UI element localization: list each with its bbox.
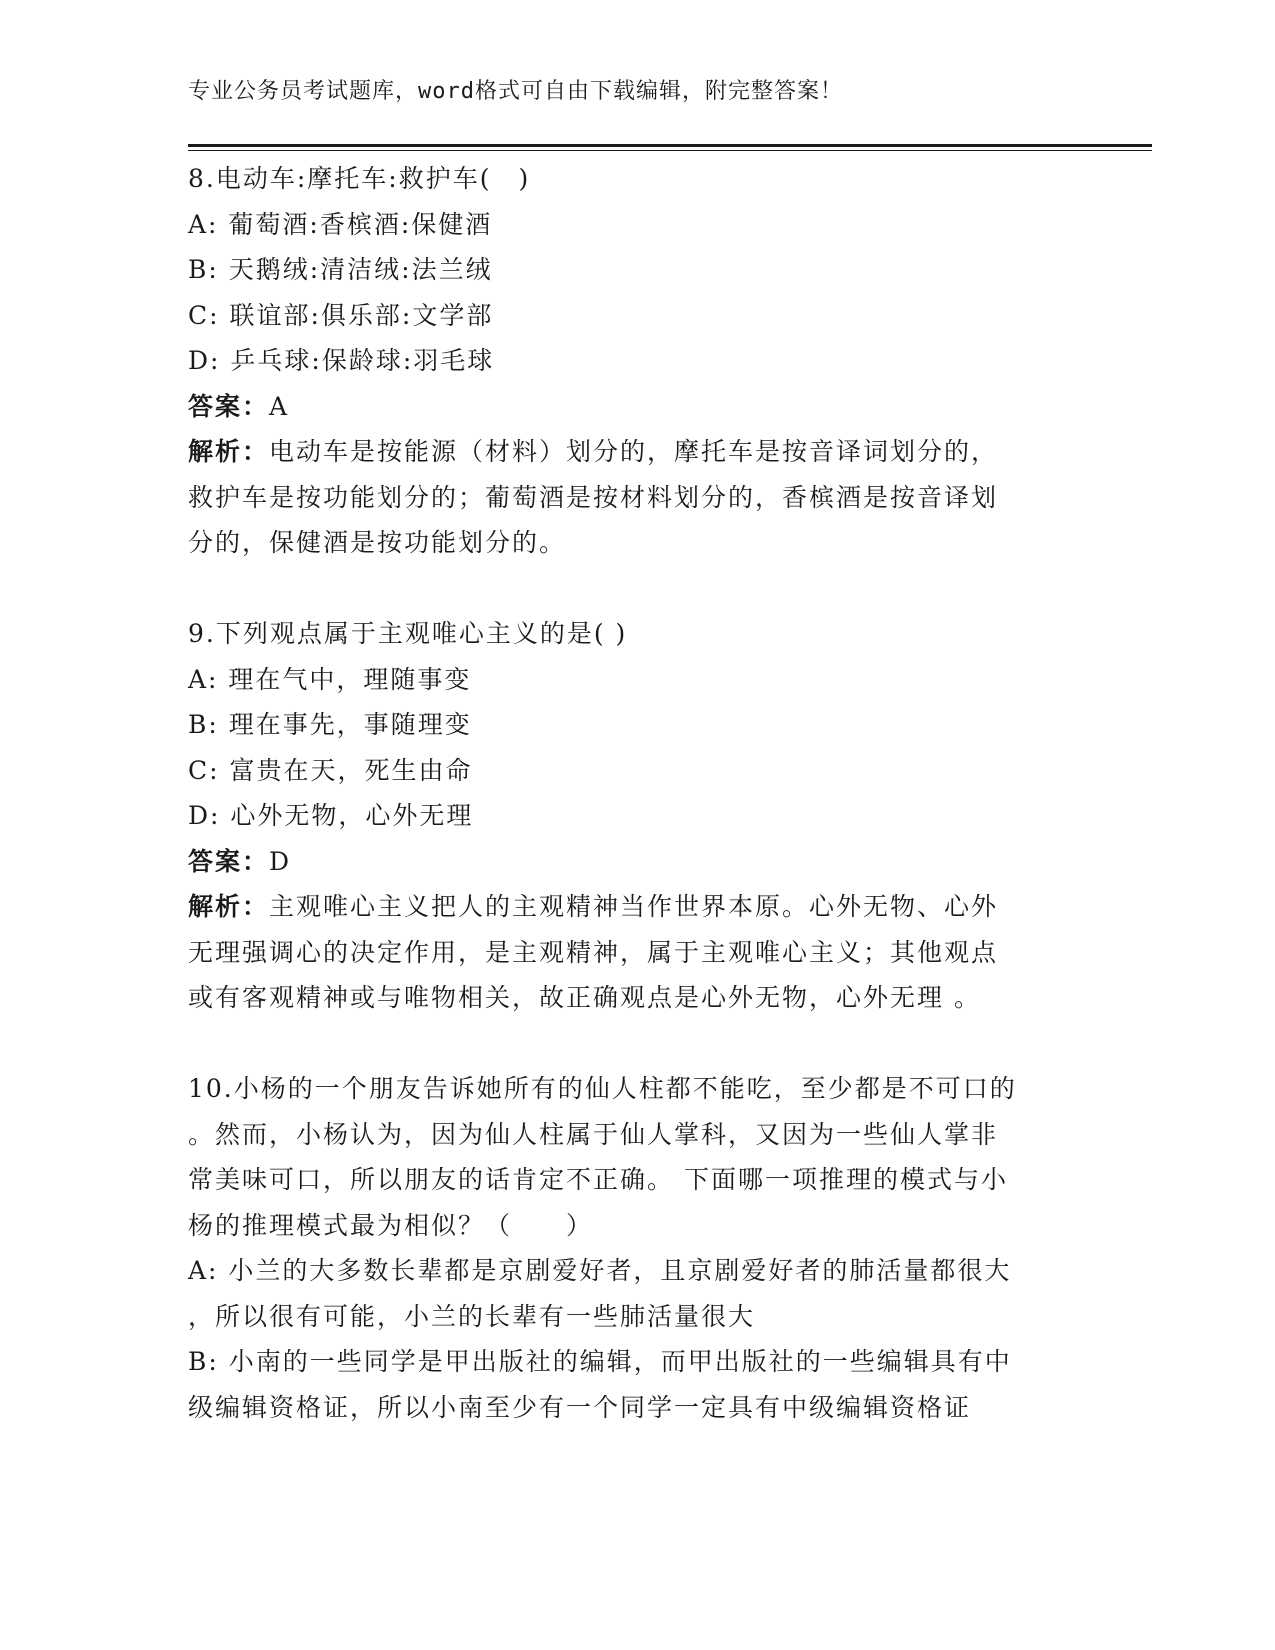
spacer	[188, 566, 1088, 612]
analysis-text: 电动车是按能源（材料）划分的，摩托车是按音译词划分的，	[269, 437, 999, 466]
question-stem: 10.小杨的一个朋友告诉她所有的仙人柱都不能吃，至少都是不可口的	[188, 1074, 1017, 1103]
answer-value: A	[269, 391, 290, 421]
option-c: C: 联谊部:俱乐部:文学部	[188, 300, 494, 330]
option-b: B: 小南的一些同学是甲出版社的编辑，而甲出版社的一些编辑具有中	[188, 1347, 1012, 1376]
question-content	[188, 156, 1088, 1430]
analysis-label: 解析：	[188, 437, 270, 466]
analysis-line: 或有客观精神或与唯物相关，故正确观点是心外无物，心外无理 。	[188, 983, 981, 1012]
analysis-line	[188, 429, 1088, 475]
answer-label: 答案：	[188, 391, 270, 421]
option-a: A: 葡萄酒:香槟酒:保健酒	[188, 209, 493, 239]
option-a: A: 理在气中，理随事变	[188, 664, 472, 694]
question-9	[188, 611, 1088, 1021]
option-b: B: 天鹅绒:清洁绒:法兰绒	[188, 255, 493, 284]
question-stem: 8.电动车:摩托车:救护车( )	[188, 164, 531, 193]
option-a: A: 小兰的大多数长辈都是京剧爱好者，且京剧爱好者的肺活量都很大	[188, 1256, 1012, 1285]
question-stem: 9.下列观点属于主观唯心主义的是( )	[188, 619, 628, 648]
answer-value: D	[269, 846, 292, 876]
question-8	[188, 156, 1088, 566]
answer-label: 答案：	[188, 846, 270, 876]
analysis-text: 主观唯心主义把人的主观精神当作世界本原。心外无物、心外	[269, 892, 999, 921]
option-c: C: 富贵在天，死生由命	[188, 755, 473, 785]
option-a: ，所以很有可能，小兰的长辈有一些肺活量很大	[188, 1301, 756, 1331]
question-10	[188, 1066, 1088, 1430]
answer-line	[188, 839, 1088, 885]
option-b: 级编辑资格证，所以小南至少有一个同学一定具有中级编辑资格证	[188, 1392, 972, 1422]
answer-line	[188, 384, 1088, 430]
header-rule-thin	[188, 150, 1152, 151]
analysis-line: 无理强调心的决定作用，是主观精神，属于主观唯心主义；其他观点	[188, 937, 999, 967]
analysis-line	[188, 884, 1088, 930]
analysis-line: 分的，保健酒是按功能划分的。	[188, 528, 567, 557]
option-d: D: 乒乓球:保龄球:羽毛球	[188, 346, 495, 375]
header-rule-thick	[188, 144, 1152, 147]
header-note: 专业公务员考试题库，word格式可自由下载编辑，附完整答案！	[188, 79, 843, 104]
option-b: B: 理在事先，事随理变	[188, 710, 472, 739]
question-stem: 常美味可口，所以朋友的话肯定不正确。 下面哪一项推理的模式与小	[188, 1165, 1008, 1194]
spacer	[188, 1021, 1088, 1067]
analysis-line: 救护车是按功能划分的；葡萄酒是按材料划分的，香槟酒是按音译划	[188, 482, 999, 512]
analysis-label: 解析：	[188, 892, 270, 921]
question-stem: 。然而，小杨认为，因为仙人柱属于仙人掌科，又因为一些仙人掌非	[188, 1119, 999, 1149]
question-stem: 杨的推理模式最为相似？（ ）	[188, 1210, 594, 1240]
option-d: D: 心外无物，心外无理	[188, 801, 474, 830]
